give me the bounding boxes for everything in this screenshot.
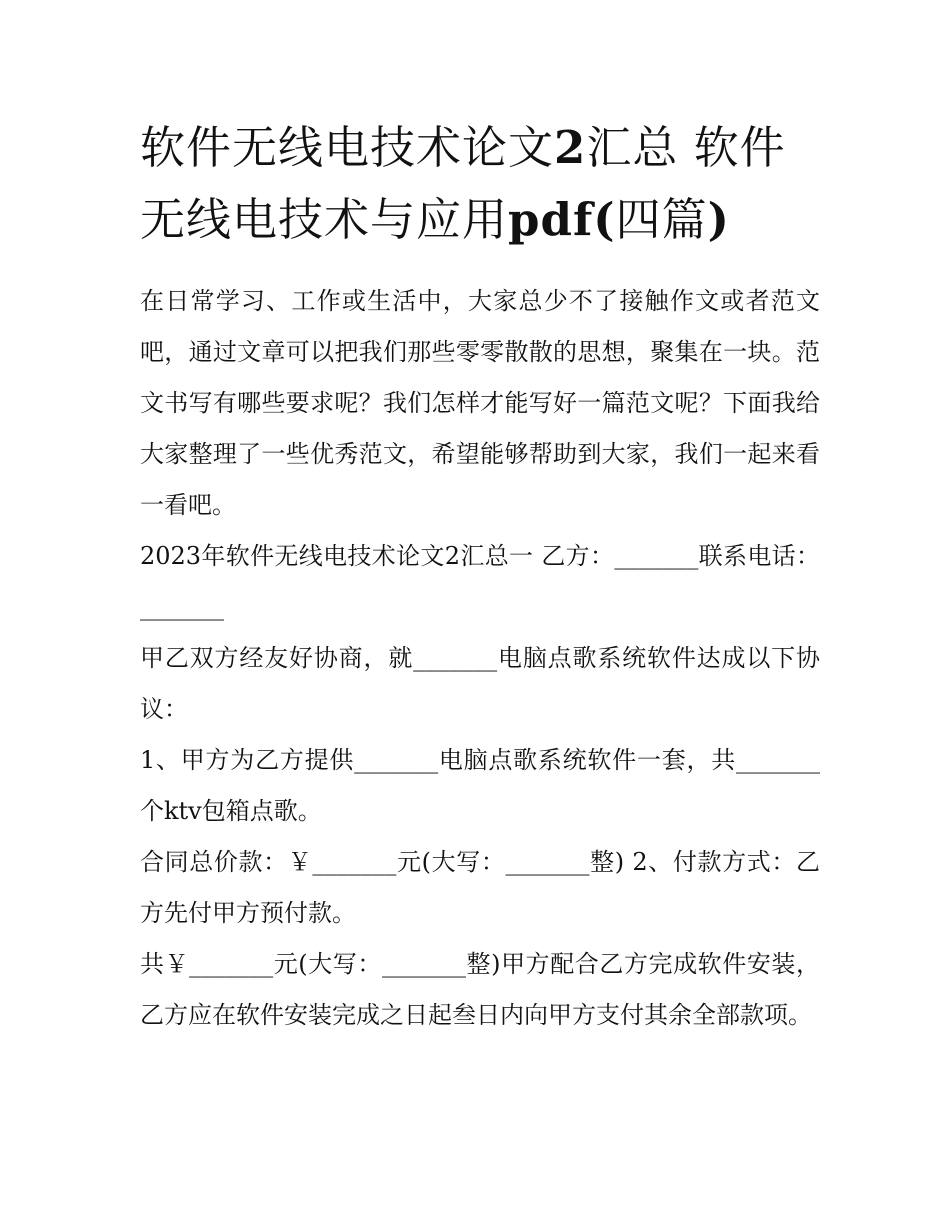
- title-bold-1: 2: [554, 121, 587, 174]
- section-heading-paragraph: 2023年软件无线电技术论文2汇总一 乙方：_______联系电话：_______: [140, 542, 820, 621]
- agreement-paragraph: 甲乙双方经友好协商，就_______电脑点歌系统软件达成以下协议：: [140, 644, 820, 723]
- title-text-2: 汇总 软件无线电技术与应用: [140, 121, 786, 246]
- document-body: [140, 276, 820, 1041]
- title-bold-3: ): [707, 193, 730, 246]
- payment-paragraph: 共￥_______元(大写：_______整)甲方配合乙方完成软件安装，乙方应在软件安装完成之日起叁日内向甲方支付其余全部款项。: [140, 950, 820, 1029]
- document-title: [140, 112, 820, 256]
- price-paragraph: 合同总价款：￥_______元(大写：_______整) 2、付款方式：乙方先付甲方预付款。: [140, 848, 820, 927]
- intro-paragraph: 在日常学习、工作或生活中，大家总少不了接触作文或者范文吧，通过文章可以把我们那些零零散散的思想，聚集在一块。范文书写有哪些要求呢？我们怎样才能写好一篇范文呢？下面我给大家整理了一些优秀范文，希望能够帮助到大家，我们一起来看一看吧。: [140, 287, 820, 519]
- title-bold-2: pdf(: [508, 193, 616, 246]
- title-text-3: 四篇: [615, 193, 708, 246]
- clause-1-paragraph: 1、甲方为乙方提供_______电脑点歌系统软件一套，共_______个ktv包箱点歌。: [140, 746, 820, 825]
- title-text-1: 软件无线电技术论文: [140, 121, 555, 174]
